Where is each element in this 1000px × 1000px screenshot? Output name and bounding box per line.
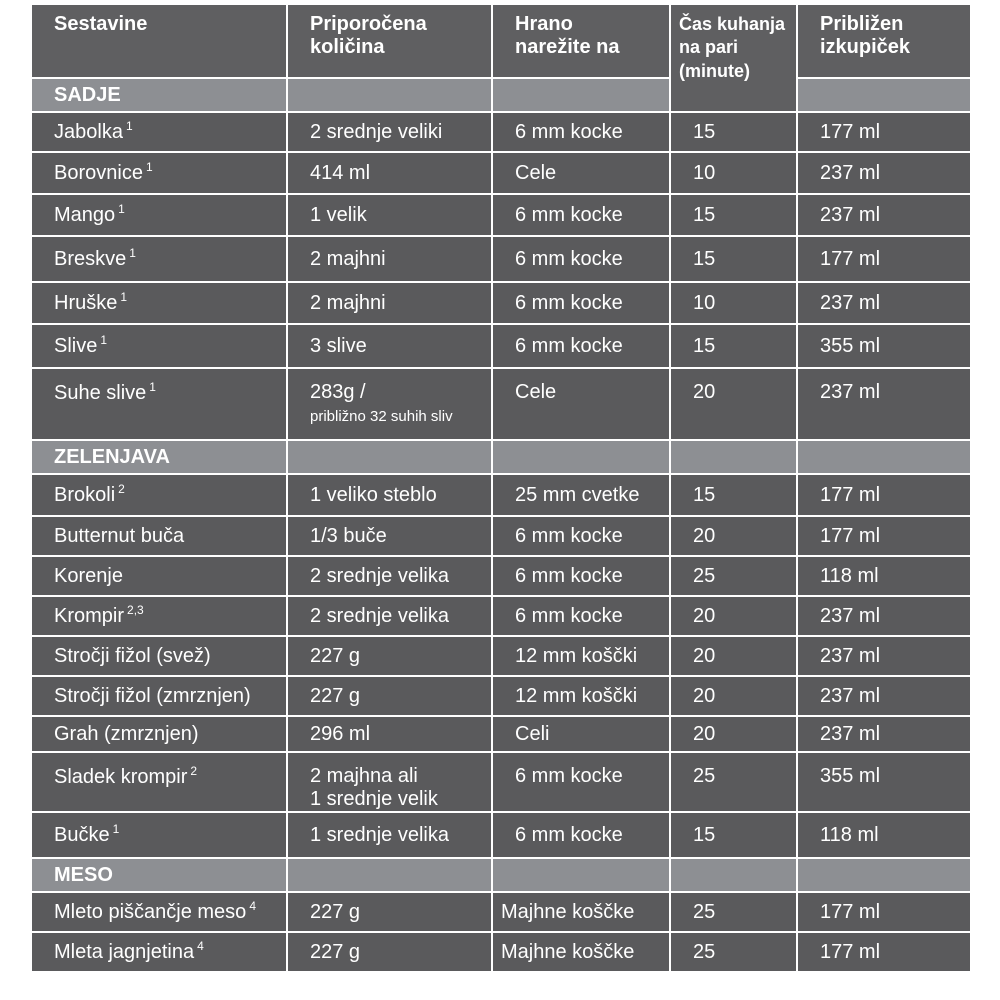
ingredient-cell: [31, 932, 287, 972]
yield-cell: 237 ml: [797, 596, 971, 636]
cut-cell: Cele: [492, 368, 670, 440]
yield-cell: 237 ml: [797, 194, 971, 236]
time-cell: 25: [670, 752, 797, 812]
footnote-mark: 2: [118, 482, 125, 496]
cut-cell: Celi: [492, 716, 670, 752]
yield-cell: 177 ml: [797, 112, 971, 152]
ingredient-name: Jabolka: [54, 121, 123, 143]
ingredient-name: Borovnice: [54, 162, 143, 184]
table-row: [31, 194, 971, 236]
amount-cell: [287, 676, 492, 716]
cut-cell: 6 mm kocke: [492, 112, 670, 152]
ingredient-cell: [31, 236, 287, 282]
table-row: [31, 932, 971, 972]
amount-cell: [287, 812, 492, 858]
amount-text: 227 g: [310, 644, 361, 667]
ingredient-cell: [31, 152, 287, 194]
ingredient-name: Mleta jagnjetina: [54, 941, 195, 963]
yield-cell: 237 ml: [797, 368, 971, 440]
time-cell: 15: [670, 112, 797, 152]
yield-cell: 237 ml: [797, 152, 971, 194]
yield-cell: 237 ml: [797, 676, 971, 716]
amount-text: 227 g: [310, 900, 361, 923]
ingredient-cell: [31, 282, 287, 324]
amount-cell: [287, 556, 492, 596]
header-row: [31, 4, 971, 78]
yield-cell: 177 ml: [797, 892, 971, 932]
amount-text: 1 veliko steblo: [310, 483, 437, 506]
header-steam-time: Čas kuhanja na pari (minute): [670, 4, 797, 112]
ingredient-name: Korenje: [54, 564, 123, 587]
footnote-mark: 1: [112, 822, 120, 836]
ingredient-cell: [31, 194, 287, 236]
ingredient-cell: [31, 676, 287, 716]
table-row: [31, 596, 971, 636]
time-cell: 20: [670, 516, 797, 556]
header-cut: Hrano narežite na: [492, 4, 670, 78]
cut-cell: 6 mm kocke: [492, 596, 670, 636]
time-cell: 20: [670, 676, 797, 716]
section-label-meat: MESO: [31, 858, 287, 892]
ingredient-cell: [31, 636, 287, 676]
section-row-veg: [31, 440, 971, 474]
amount-text: 2 majhni: [310, 291, 386, 314]
cut-cell: 6 mm kocke: [492, 282, 670, 324]
ingredient-name: Mleto piščančje meso: [54, 901, 247, 923]
amount-cell: [287, 152, 492, 194]
cut-cell: Majhne koščke: [492, 932, 670, 972]
amount-cell: [287, 236, 492, 282]
cut-cell: 6 mm kocke: [492, 324, 670, 368]
amount-cell: [287, 474, 492, 516]
ingredient-name: Stročji fižol (svež): [54, 644, 211, 667]
footnote-mark: 1: [125, 119, 133, 133]
cut-cell: 12 mm koščki: [492, 636, 670, 676]
header-ingredients: Sestavine: [31, 4, 287, 78]
ingredient-cell: [31, 324, 287, 368]
footnote-mark: 1: [120, 290, 128, 304]
steaming-table: [30, 3, 972, 973]
amount-cell: [287, 892, 492, 932]
time-cell: 10: [670, 282, 797, 324]
ingredient-name: Hruške: [54, 292, 118, 314]
amount-text: 1/3 buče: [310, 524, 387, 547]
yield-cell: 177 ml: [797, 474, 971, 516]
ingredient-cell: [31, 556, 287, 596]
yield-cell: 118 ml: [797, 812, 971, 858]
ingredient-cell: [31, 474, 287, 516]
table-row: [31, 368, 971, 440]
amount-cell: [287, 932, 492, 972]
table-row: [31, 112, 971, 152]
footnote-mark: 2,3: [127, 603, 144, 617]
cut-cell: 25 mm cvetke: [492, 474, 670, 516]
ingredient-cell: [31, 368, 287, 440]
table-row: [31, 716, 971, 752]
ingredient-name: Suhe slive: [54, 382, 147, 404]
amount-cell: [287, 752, 492, 812]
ingredient-name: Grah (zmrznjen): [54, 722, 199, 745]
yield-cell: 177 ml: [797, 236, 971, 282]
yield-cell: 355 ml: [797, 752, 971, 812]
cut-cell: 12 mm koščki: [492, 676, 670, 716]
time-cell: 15: [670, 236, 797, 282]
ingredient-name: Krompir: [54, 605, 125, 627]
footnote-mark: 2: [190, 764, 198, 778]
time-cell: 25: [670, 556, 797, 596]
cut-cell: 6 mm kocke: [492, 752, 670, 812]
amount-text: 2 majhni: [310, 247, 386, 270]
table-row: [31, 812, 971, 858]
time-cell: 10: [670, 152, 797, 194]
footnote-mark: 4: [249, 899, 256, 913]
amount-text: 2 srednje velika: [310, 604, 449, 627]
cut-cell: Majhne koščke: [492, 892, 670, 932]
table-row: [31, 676, 971, 716]
amount-cell: [287, 368, 492, 440]
yield-cell: 118 ml: [797, 556, 971, 596]
cut-cell: 6 mm kocke: [492, 812, 670, 858]
section-row-meat: [31, 858, 971, 892]
table-row: [31, 282, 971, 324]
yield-cell: 237 ml: [797, 636, 971, 676]
time-cell: 15: [670, 324, 797, 368]
ingredient-name: Breskve: [54, 248, 127, 270]
amount-text-2: 1 srednje velik: [310, 788, 438, 810]
ingredient-cell: [31, 812, 287, 858]
ingredient-name: Mango: [54, 204, 116, 226]
amount-text: 3 slive: [310, 334, 367, 357]
footnote-mark: 1: [118, 202, 125, 216]
ingredient-name: Sladek krompir: [54, 766, 188, 788]
footnote-mark: 4: [197, 939, 204, 953]
cut-cell: 6 mm kocke: [492, 556, 670, 596]
footnote-mark: 1: [149, 380, 156, 394]
cut-cell: 6 mm kocke: [492, 516, 670, 556]
amount-cell: [287, 516, 492, 556]
amount-cell: [287, 194, 492, 236]
yield-cell: 177 ml: [797, 932, 971, 972]
ingredient-name: Butternut buča: [54, 524, 185, 547]
amount-text: 283g /: [310, 381, 366, 403]
amount-text: 296 ml: [310, 722, 371, 745]
yield-cell: 237 ml: [797, 282, 971, 324]
ingredient-cell: [31, 516, 287, 556]
time-cell: 15: [670, 474, 797, 516]
ingredient-cell: [31, 716, 287, 752]
cut-cell: 6 mm kocke: [492, 236, 670, 282]
ingredient-cell: [31, 892, 287, 932]
time-cell: 20: [670, 596, 797, 636]
table-row: [31, 636, 971, 676]
table-row: [31, 324, 971, 368]
time-cell: 20: [670, 636, 797, 676]
amount-text: 2 srednje veliki: [310, 120, 443, 143]
footnote-mark: 1: [100, 333, 108, 347]
table-row: [31, 892, 971, 932]
ingredient-name: Slive: [54, 335, 98, 357]
yield-cell: 237 ml: [797, 716, 971, 752]
table-row: [31, 474, 971, 516]
footnote-mark: 1: [129, 246, 136, 260]
amount-text: 414 ml: [310, 161, 371, 184]
yield-cell: 355 ml: [797, 324, 971, 368]
ingredient-name: Stročji fižol (zmrznjen): [54, 684, 251, 707]
time-cell: 25: [670, 892, 797, 932]
yield-cell: 177 ml: [797, 516, 971, 556]
amount-text: 1 srednje velika: [310, 823, 449, 846]
section-label-fruit: SADJE: [31, 78, 287, 112]
amount-text: 2 srednje velika: [310, 564, 449, 587]
cut-cell: Cele: [492, 152, 670, 194]
time-cell: 25: [670, 932, 797, 972]
ingredient-name: Bučke: [54, 824, 110, 846]
time-cell: 20: [670, 716, 797, 752]
table-row: [31, 236, 971, 282]
amount-text: 2 majhna ali: [310, 765, 418, 787]
header-amount: Priporočena količina: [287, 4, 492, 78]
time-cell: 20: [670, 368, 797, 440]
amount-cell: [287, 282, 492, 324]
table-row: [31, 516, 971, 556]
cut-cell: 6 mm kocke: [492, 194, 670, 236]
amount-cell: [287, 112, 492, 152]
header-yield: Približen izkupiček: [797, 4, 971, 78]
ingredient-name: Brokoli: [54, 484, 116, 506]
section-row-fruit: [31, 78, 971, 112]
amount-text: 227 g: [310, 684, 361, 707]
ingredient-cell: [31, 596, 287, 636]
amount-cell: [287, 716, 492, 752]
time-cell: 15: [670, 194, 797, 236]
amount-cell: [287, 636, 492, 676]
amount-cell: [287, 596, 492, 636]
time-cell: 15: [670, 812, 797, 858]
amount-text: 1 velik: [310, 203, 367, 226]
ingredient-cell: [31, 752, 287, 812]
section-label-veg: ZELENJAVA: [31, 440, 287, 474]
footnote-mark: 1: [145, 160, 153, 174]
table-row: [31, 752, 971, 812]
amount-text: 227 g: [310, 940, 361, 963]
amount-text-2: približno 32 suhih sliv: [310, 408, 453, 425]
table-row: [31, 556, 971, 596]
ingredient-cell: [31, 112, 287, 152]
table-row: [31, 152, 971, 194]
amount-cell: [287, 324, 492, 368]
